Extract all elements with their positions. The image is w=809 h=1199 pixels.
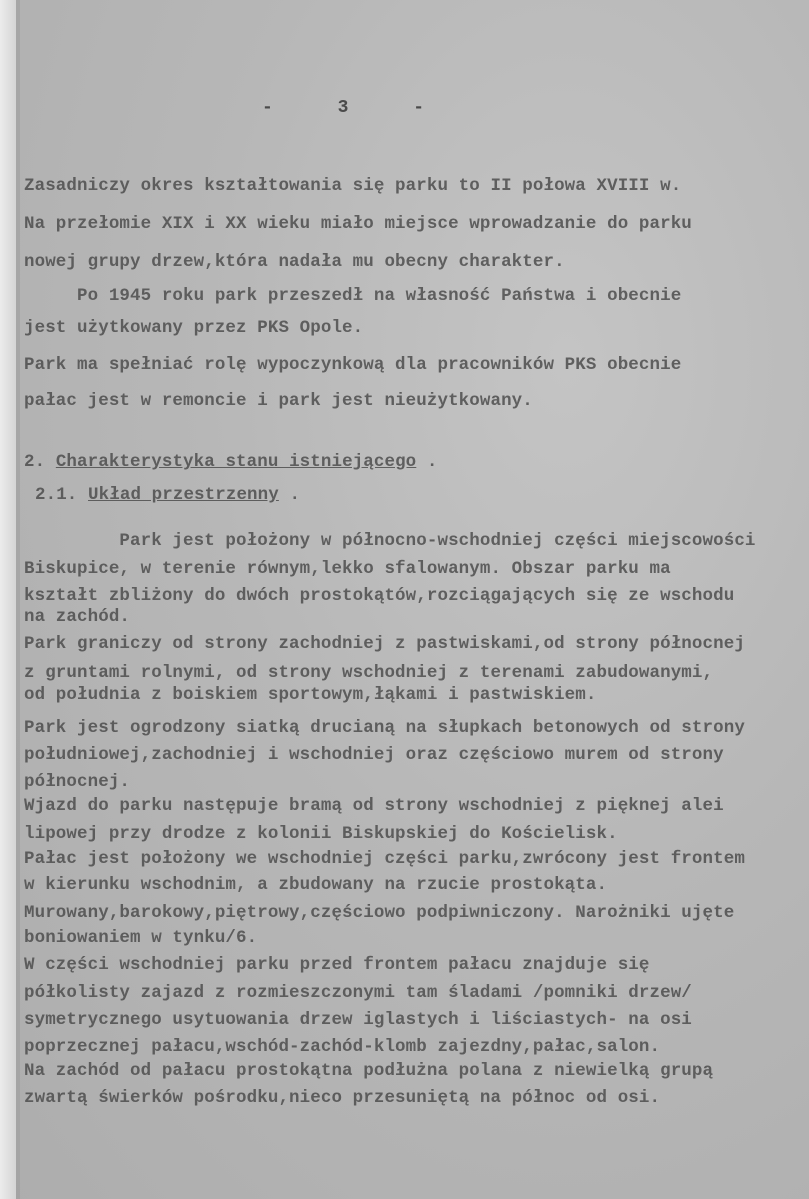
section-title: Charakterystyka stanu istniejącego (55, 452, 417, 472)
subsection-suffix: . (278, 485, 301, 505)
text-line: północnej. (24, 772, 131, 792)
text-line: pałac jest w remoncie i park jest nieużytkowany. (24, 391, 533, 411)
text-line: południowej,zachodniej i wschodniej oraz częściowo murem od strony (24, 745, 724, 765)
section-suffix: . (416, 452, 438, 472)
text-line: Na zachód od pałacu prostokątna podłużna polana z niewielką grupą (24, 1061, 714, 1081)
text-line: Park ma spełniać rolę wypoczynkową dla pracowników PKS obecnie (24, 355, 682, 375)
subsection-title: Układ przestrzenny (88, 485, 279, 505)
text-line: kształt zbliżony do dwóch prostokątów,rozciągających się ze wschodu (24, 586, 735, 606)
text-line: Park graniczy od strony zachodniej z pastwiskami,od strony północnej (24, 634, 745, 654)
text-line: od południa z boiskiem sportowym,łąkami i pastwiskiem. (24, 685, 597, 705)
text-line: lipowej przy drodze z kolonii Biskupskiej do Kościelisk. (24, 824, 618, 844)
text-line: boniowaniem w tynku/6. (24, 928, 258, 948)
text-line: zwartą świerków pośrodku,nieco przesuniętą na północ od osi. (24, 1088, 661, 1108)
page-number: - 3 - (262, 98, 425, 118)
text-line: na zachód. (24, 607, 131, 627)
text-line: Park jest położony w północno-wschodniej części miejscowości (24, 531, 756, 551)
subsection-number: 2.1. (35, 485, 78, 505)
text-line: Zasadniczy okres kształtowania się parku to II połowa XVIII w. (24, 176, 682, 196)
section-heading (24, 452, 438, 472)
page-shadow (16, 0, 20, 1199)
text-line: Park jest ogrodzony siatką drucianą na słupkach betonowych od strony (24, 718, 745, 738)
text-line: Po 1945 roku park przeszedł na własność Państwa i obecnie (24, 286, 682, 306)
section-number: 2. (24, 452, 46, 472)
text-line: Na przełomie XIX i XX wieku miało miejsce wprowadzanie do parku (24, 214, 692, 234)
text-line: W części wschodniej parku przed frontem pałacu znajduje się (24, 955, 650, 975)
page-edge (0, 0, 16, 1199)
text-line: symetrycznego usytuowania drzew iglastych i liściastych- na osi (24, 1010, 692, 1030)
text-line: jest użytkowany przez PKS Opole. (24, 318, 364, 338)
text-line: z gruntami rolnymi, od strony wschodniej z terenami zabudowanymi, (24, 663, 714, 683)
text-line: poprzecznej pałacu,wschód-zachód-klomb zajezdny,pałac,salon. (24, 1037, 661, 1057)
subsection-heading (35, 485, 300, 505)
text-line: nowej grupy drzew,która nadała mu obecny charakter. (24, 252, 565, 272)
text-line: Murowany,barokowy,piętrowy,częściowo podpiwniczony. Narożniki ujęte (24, 903, 735, 923)
text-line: Biskupice, w terenie równym,lekko sfalowanym. Obszar parku ma (24, 559, 671, 579)
text-line: półkolisty zajazd z rozmieszczonymi tam śladami /pomniki drzew/ (24, 983, 692, 1003)
text-line: w kierunku wschodnim, a zbudowany na rzucie prostokąta. (24, 875, 608, 895)
text-line: Wjazd do parku następuje bramą od strony wschodniej z pięknej alei (24, 796, 724, 816)
text-line: Pałac jest położony we wschodniej części parku,zwrócony jest frontem (24, 849, 745, 869)
